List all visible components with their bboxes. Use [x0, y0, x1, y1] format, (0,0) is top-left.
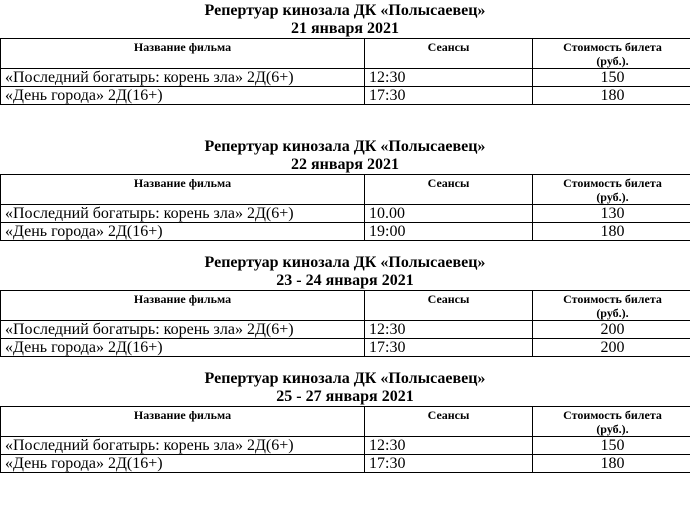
- ticket-price-cell: 150: [533, 437, 690, 455]
- block-title: Репертуар кинозала ДК «Полысаевец»: [204, 254, 486, 271]
- header-sessions: Сеансы: [365, 291, 533, 321]
- header-price: [533, 291, 690, 321]
- header-sessions: Сеансы: [365, 39, 533, 69]
- block-date: 25 - 27 января 2021: [276, 388, 414, 405]
- film-title-cell: «День города» 2Д(16+): [1, 455, 365, 473]
- table-header-row: [1, 407, 690, 437]
- ticket-price-cell: 180: [533, 223, 690, 241]
- header-price-line1: Стоимость билета: [563, 292, 662, 306]
- header-price: [533, 175, 690, 205]
- schedule-table: [0, 38, 690, 105]
- session-time-cell: 17:30: [365, 455, 533, 473]
- schedule-block: [0, 138, 690, 241]
- session-time-cell: 10.00: [365, 205, 533, 223]
- block-title: Репертуар кинозала ДК «Полысаевец»: [204, 138, 486, 155]
- table-header-row: [1, 175, 690, 205]
- header-price-line2: (руб.).: [596, 54, 629, 68]
- block-date: 22 января 2021: [290, 156, 400, 173]
- block-date: 23 - 24 января 2021: [276, 272, 414, 289]
- ticket-price-cell: 200: [533, 321, 690, 339]
- schedule-block: [0, 254, 690, 357]
- ticket-price-cell: 180: [533, 87, 690, 105]
- table-row: [1, 437, 690, 455]
- header-film: Название фильма: [1, 407, 365, 437]
- header-film: Название фильма: [1, 175, 365, 205]
- table-row: [1, 339, 690, 357]
- ticket-price-cell: 200: [533, 339, 690, 357]
- schedule-block: [0, 2, 690, 105]
- schedule-table: [0, 406, 690, 473]
- film-title-cell: «Последний богатырь: корень зла» 2Д(6+): [1, 437, 365, 455]
- film-title-cell: «Последний богатырь: корень зла» 2Д(6+): [1, 321, 365, 339]
- ticket-price-cell: 180: [533, 455, 690, 473]
- header-price-line1: Стоимость билета: [563, 40, 662, 54]
- ticket-price-cell: 130: [533, 205, 690, 223]
- header-price: [533, 39, 690, 69]
- schedule-table: [0, 290, 690, 357]
- block-title: Репертуар кинозала ДК «Полысаевец»: [204, 370, 486, 387]
- header-film: Название фильма: [1, 291, 365, 321]
- table-row: [1, 205, 690, 223]
- film-title-cell: «Последний богатырь: корень зла» 2Д(6+): [1, 205, 365, 223]
- header-price-line1: Стоимость билета: [563, 176, 662, 190]
- table-header-row: [1, 291, 690, 321]
- session-time-cell: 12:30: [365, 437, 533, 455]
- block-date: 21 января 2021: [290, 20, 400, 37]
- header-film: Название фильма: [1, 39, 365, 69]
- table-row: [1, 455, 690, 473]
- table-row: [1, 223, 690, 241]
- session-time-cell: 17:30: [365, 87, 533, 105]
- film-title-cell: «Последний богатырь: корень зла» 2Д(6+): [1, 69, 365, 87]
- header-price-line1: Стоимость билета: [563, 408, 662, 422]
- film-title-cell: «День города» 2Д(16+): [1, 223, 365, 241]
- schedule-table: [0, 174, 690, 241]
- header-price-line2: (руб.).: [596, 306, 629, 320]
- table-row: [1, 321, 690, 339]
- film-title-cell: «День города» 2Д(16+): [1, 339, 365, 357]
- header-sessions: Сеансы: [365, 407, 533, 437]
- schedule-block: [0, 370, 690, 473]
- ticket-price-cell: 150: [533, 69, 690, 87]
- header-price-line2: (руб.).: [596, 190, 629, 204]
- header-price-line2: (руб.).: [596, 422, 629, 436]
- session-time-cell: 12:30: [365, 321, 533, 339]
- header-price: [533, 407, 690, 437]
- film-title-cell: «День города» 2Д(16+): [1, 87, 365, 105]
- table-row: [1, 69, 690, 87]
- session-time-cell: 19:00: [365, 223, 533, 241]
- header-sessions: Сеансы: [365, 175, 533, 205]
- table-row: [1, 87, 690, 105]
- block-title: Репертуар кинозала ДК «Полысаевец»: [204, 2, 486, 19]
- session-time-cell: 17:30: [365, 339, 533, 357]
- session-time-cell: 12:30: [365, 69, 533, 87]
- table-header-row: [1, 39, 690, 69]
